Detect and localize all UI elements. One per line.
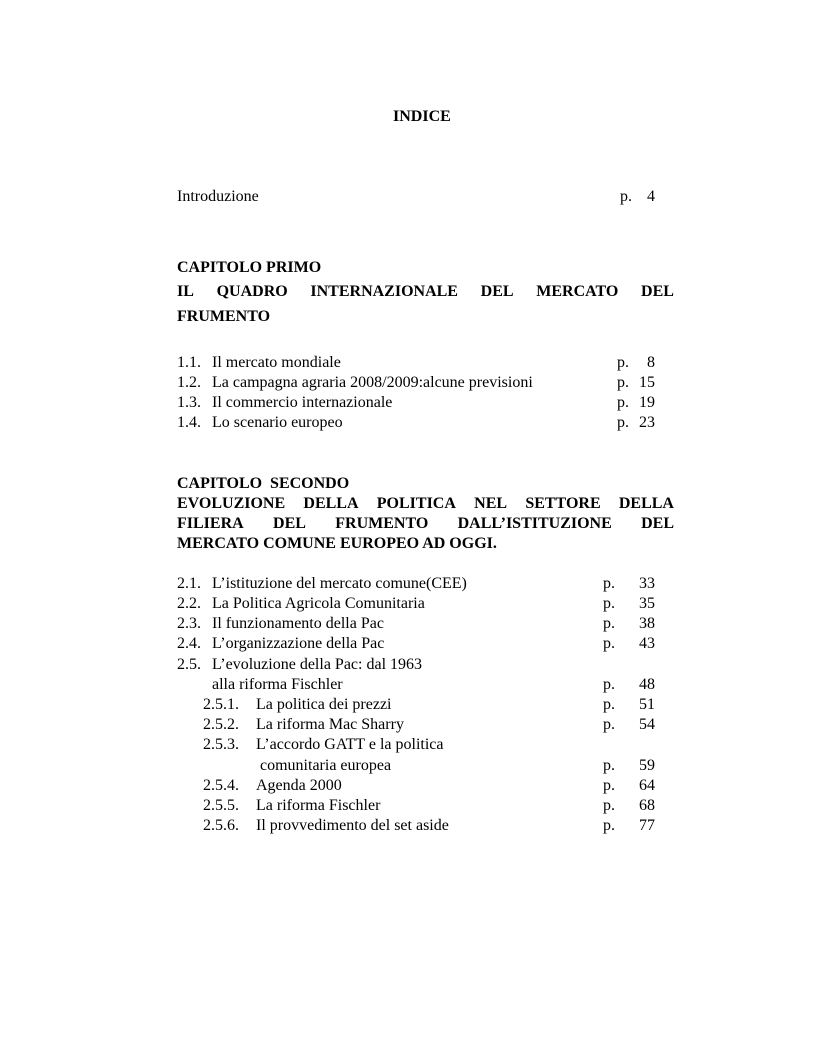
chapter2-title-word: DALL’ISTITUZIONE — [457, 515, 612, 532]
toc-entry-label[interactable]: L’organizzazione della Pac — [212, 635, 385, 652]
chapter1-title-line2: FRUMENTO — [177, 308, 271, 325]
toc-entry-page: 8 — [647, 354, 655, 371]
toc-subentry-num: 2.5.4. — [203, 777, 239, 794]
toc-entry-label[interactable]: La Politica Agricola Comunitaria — [212, 595, 425, 612]
toc-entry-label[interactable]: La campagna agraria 2008/2009:alcune previsioni — [212, 374, 533, 391]
chapter1-title-word: QUADRO — [216, 283, 288, 300]
chapter2-title-word: SETTORE — [525, 495, 601, 512]
chapter2-title-word: DEL — [641, 515, 674, 532]
chapter1-title-word: MERCATO — [536, 283, 619, 300]
chapter1-title-line1 — [177, 282, 674, 302]
chapter2-title-word: NEL — [474, 495, 508, 512]
toc-entry-p: p. — [603, 676, 615, 693]
toc-entry-p: p. — [617, 414, 629, 431]
toc-intro-p: p. — [620, 188, 632, 205]
chapter2-title-word: EVOLUZIONE — [177, 495, 286, 512]
toc-entry-label[interactable]: Il funzionamento della Pac — [212, 615, 384, 632]
toc-subentry-label[interactable]: La politica dei prezzi — [256, 696, 392, 713]
chapter2-title-line3: MERCATO COMUNE EUROPEO AD OGGI. — [177, 535, 497, 552]
chapter2-title-word: DELLA — [303, 495, 359, 512]
toc-subentry-page: 64 — [639, 777, 655, 794]
toc-subentry-label[interactable]: L’accordo GATT e la politica — [256, 736, 444, 753]
toc-entry-p: p. — [617, 394, 629, 411]
chapter2-title-line2 — [177, 514, 674, 534]
toc-entry-page: 19 — [639, 394, 655, 411]
toc-entry-page: 35 — [639, 595, 655, 612]
chapter2-title-word: FRUMENTO — [335, 515, 429, 532]
toc-entry-label[interactable]: L’istituzione del mercato comune(CEE) — [212, 575, 467, 592]
toc-entry-num: 1.4. — [177, 414, 201, 431]
toc-entry-p: p. — [617, 354, 629, 371]
chapter1-title-word: DEL — [641, 283, 674, 300]
toc-entry-label[interactable]: L’evoluzione della Pac: dal 1963 — [212, 656, 423, 673]
chapter1-title-word: IL — [177, 283, 194, 300]
toc-entry-p: p. — [603, 635, 615, 652]
toc-entry-page: 23 — [639, 414, 655, 431]
toc-entry-num: 2.5. — [177, 656, 201, 673]
toc-subentry-page: 54 — [639, 716, 655, 733]
toc-subentry-page: 51 — [639, 696, 655, 713]
toc-entry-p: p. — [603, 595, 615, 612]
chapter2-title-word: DELLA — [618, 495, 674, 512]
toc-subentry-page: 68 — [639, 797, 655, 814]
toc-subentry-p: p. — [603, 716, 615, 733]
toc-entry-page: 33 — [639, 575, 655, 592]
toc-entry-label[interactable]: Lo scenario europeo — [212, 414, 343, 431]
toc-entry-p: p. — [603, 615, 615, 632]
chapter2-title-word: FILIERA — [177, 515, 244, 532]
toc-subentry-label[interactable]: La riforma Fischler — [256, 797, 381, 814]
toc-subentry-label-cont[interactable]: comunitaria europea — [260, 757, 392, 774]
toc-entry-num: 1.3. — [177, 394, 201, 411]
toc-subentry-num: 2.5.6. — [203, 817, 239, 834]
toc-entry-num: 1.1. — [177, 354, 201, 371]
toc-entry-label[interactable]: Il mercato mondiale — [212, 354, 341, 371]
toc-entry-label-cont[interactable]: alla riforma Fischler — [212, 676, 343, 693]
toc-intro-label[interactable]: Introduzione — [177, 188, 259, 205]
toc-subentry-p: p. — [603, 696, 615, 713]
chapter2-title-word: DEL — [273, 515, 306, 532]
toc-entry-num: 2.3. — [177, 615, 201, 632]
toc-subentry-p: p. — [603, 817, 615, 834]
toc-subentry-p: p. — [603, 757, 615, 774]
toc-subentry-page: 77 — [639, 817, 655, 834]
chapter2-heading: CAPITOLO SECONDO — [177, 475, 350, 492]
toc-subentry-p: p. — [603, 777, 615, 794]
toc-entry-num: 2.1. — [177, 575, 201, 592]
page-title: INDICE — [393, 108, 451, 125]
toc-intro-page: 4 — [647, 188, 655, 205]
toc-subentry-page: 59 — [639, 757, 655, 774]
chapter1-heading: CAPITOLO PRIMO — [177, 259, 322, 276]
toc-entry-num: 2.4. — [177, 635, 201, 652]
toc-entry-label[interactable]: Il commercio internazionale — [212, 394, 393, 411]
toc-subentry-label[interactable]: La riforma Mac Sharry — [256, 716, 404, 733]
toc-subentry-p: p. — [603, 797, 615, 814]
toc-entry-p: p. — [603, 575, 615, 592]
toc-subentry-label[interactable]: Agenda 2000 — [256, 777, 342, 794]
chapter1-title-word: DEL — [480, 283, 514, 300]
toc-subentry-num: 2.5.1. — [203, 696, 239, 713]
toc-entry-page: 38 — [639, 615, 655, 632]
toc-subentry-num: 2.5.5. — [203, 797, 239, 814]
chapter2-title-word: POLITICA — [376, 495, 456, 512]
toc-entry-p: p. — [617, 374, 629, 391]
chapter1-title-word: INTERNAZIONALE — [310, 283, 458, 300]
toc-entry-page: 43 — [639, 635, 655, 652]
toc-subentry-num: 2.5.2. — [203, 716, 239, 733]
toc-subentry-label[interactable]: Il provvedimento del set aside — [256, 817, 449, 834]
toc-entry-num: 1.2. — [177, 374, 201, 391]
toc-entry-page: 48 — [639, 676, 655, 693]
toc-subentry-num: 2.5.3. — [203, 736, 239, 753]
toc-entry-num: 2.2. — [177, 595, 201, 612]
toc-entry-page: 15 — [639, 374, 655, 391]
chapter2-title-line1 — [177, 494, 674, 514]
